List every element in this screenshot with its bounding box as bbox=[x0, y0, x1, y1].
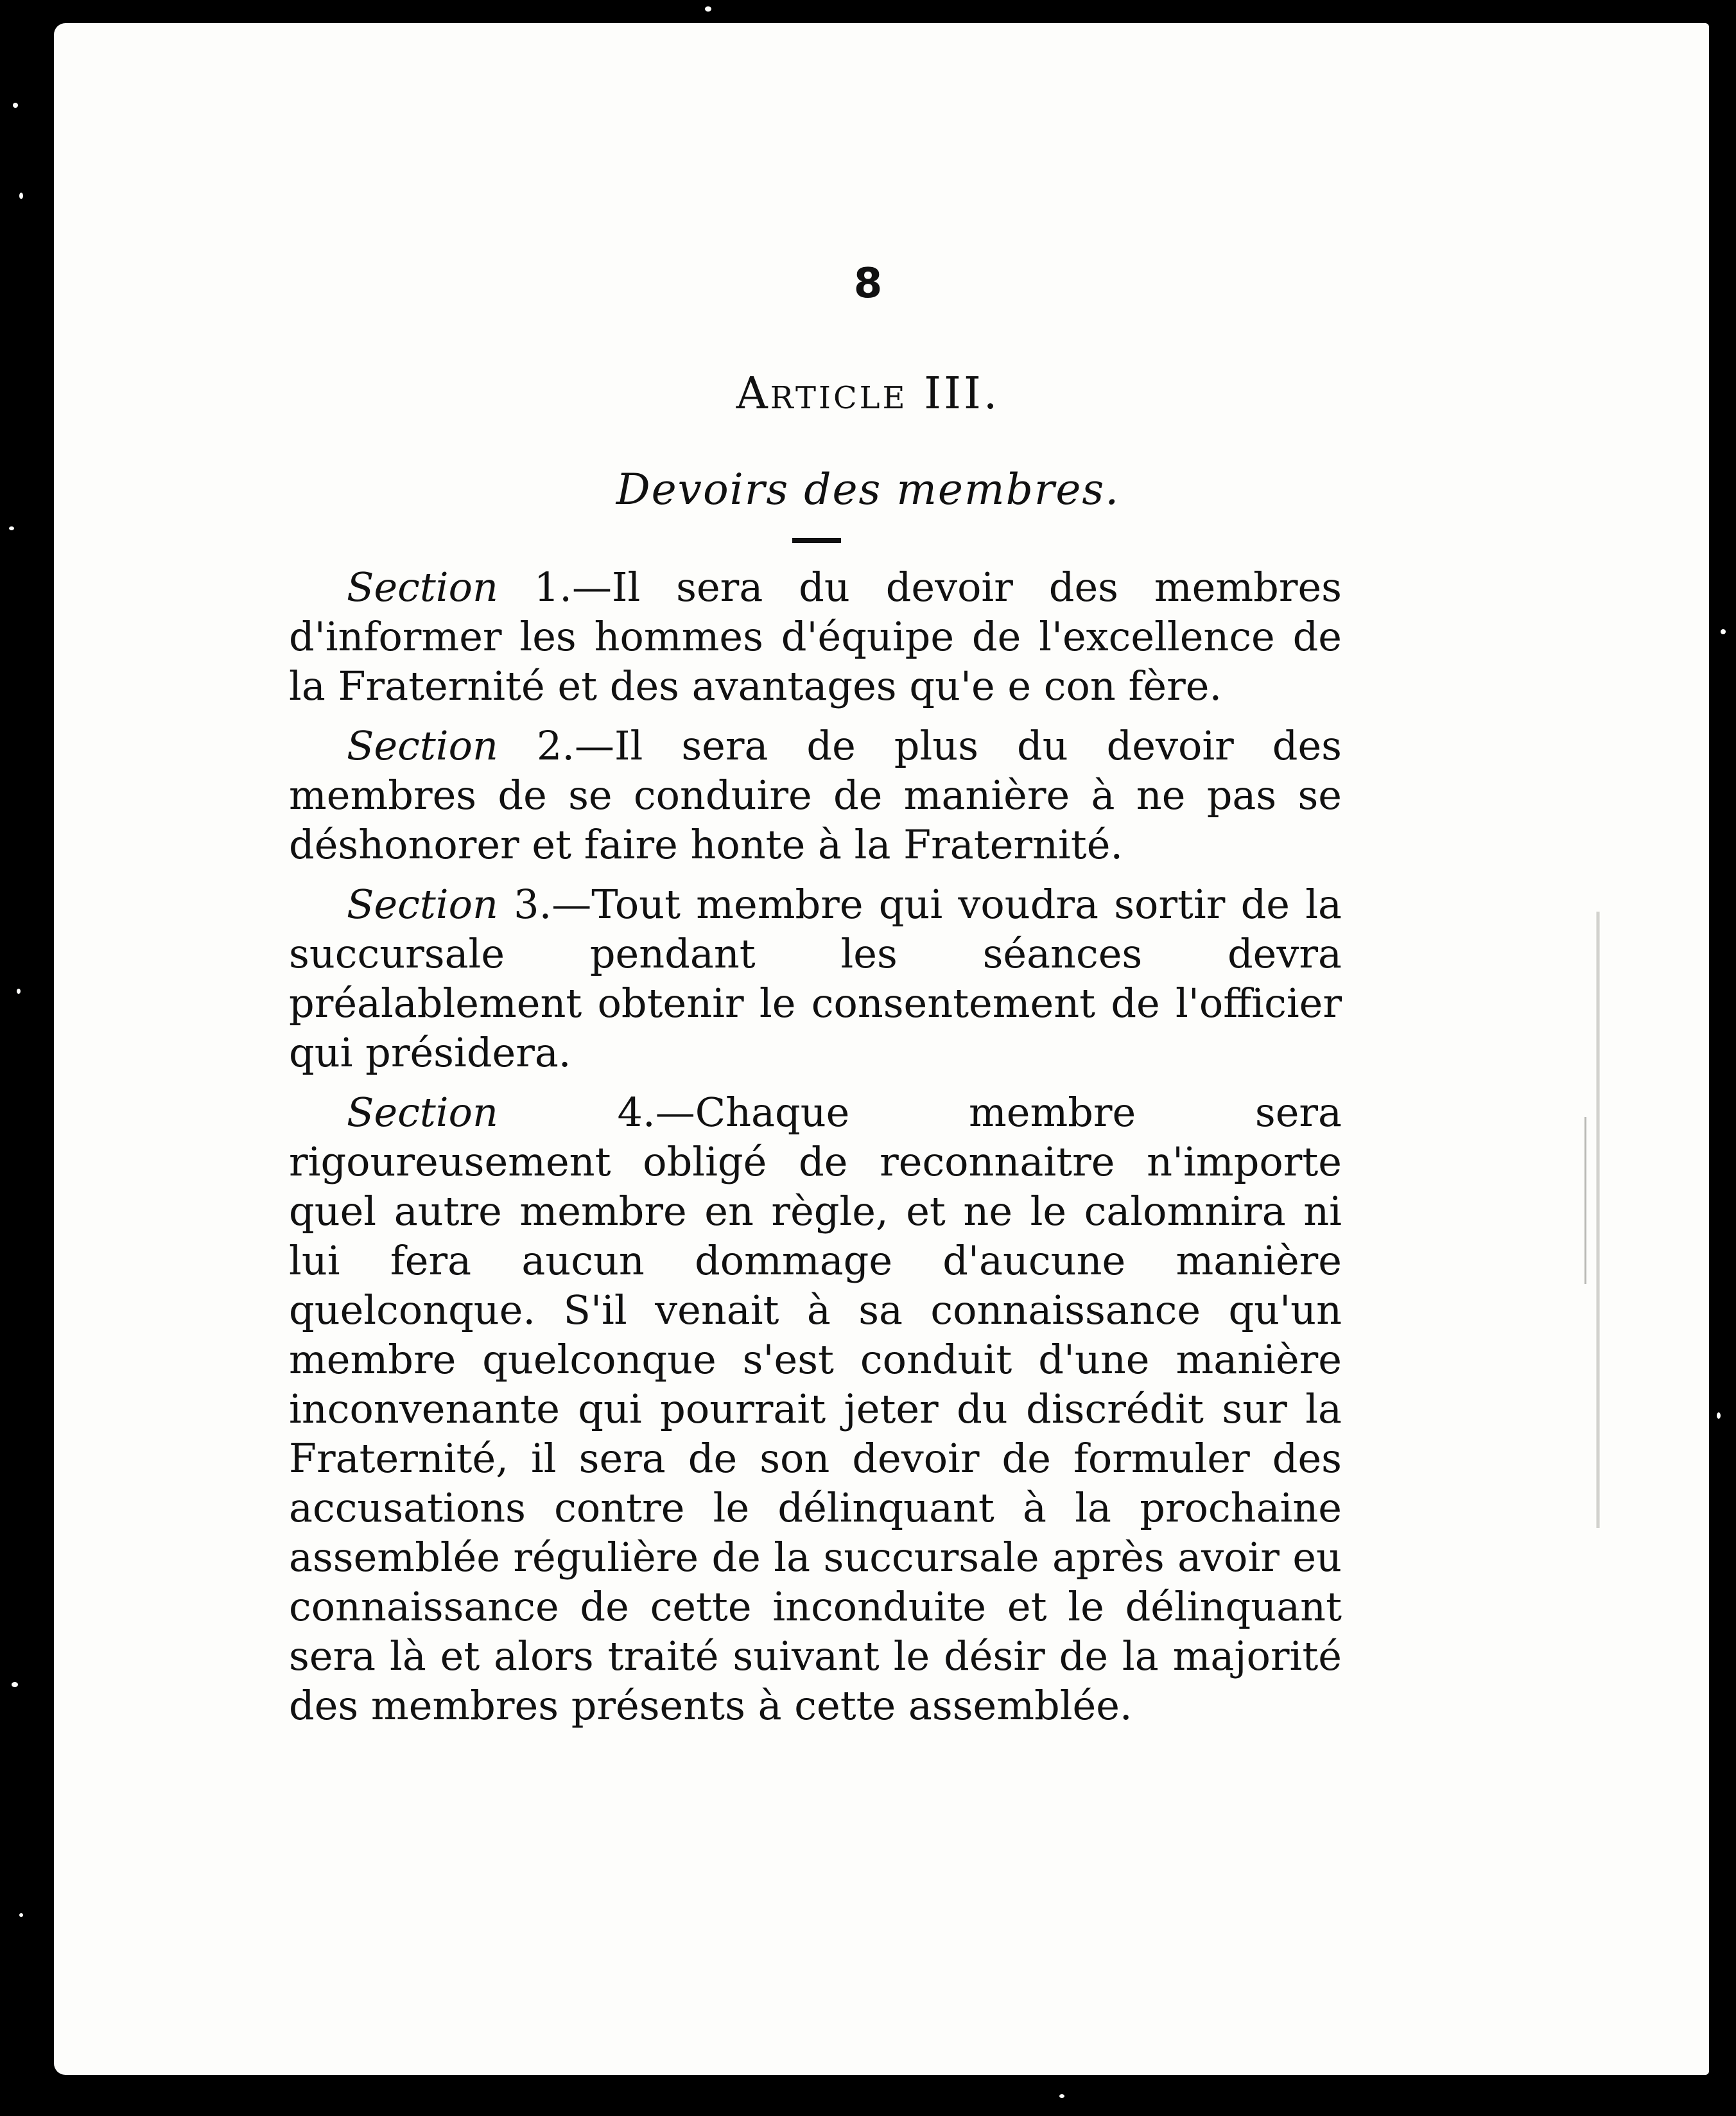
section-number: 1. bbox=[534, 564, 572, 611]
section-number: 3. bbox=[514, 881, 552, 928]
scan-speck bbox=[13, 103, 18, 108]
section-text: —Il sera de plus du devoir des membres de se conduire de manière à ne pas se déshonorer et faire honte à la Fraternité. bbox=[289, 722, 1342, 868]
scan-speck bbox=[17, 989, 21, 994]
scan-speck bbox=[1717, 1412, 1721, 1419]
scan-speck bbox=[705, 6, 711, 12]
scan-speck bbox=[12, 1682, 18, 1687]
section-number: 4. bbox=[617, 1089, 655, 1136]
body-text bbox=[289, 562, 1342, 1740]
article-title: Article III. bbox=[736, 369, 1000, 419]
section-paragraph bbox=[289, 1088, 1342, 1730]
page-number: 8 bbox=[853, 260, 883, 308]
section-label: Section bbox=[347, 1089, 498, 1136]
scan-speck bbox=[19, 1913, 23, 1917]
title-rule bbox=[792, 538, 841, 543]
section-label: Section bbox=[347, 722, 498, 769]
section-label: Section bbox=[347, 881, 498, 928]
section-subtitle: Devoirs des membres. bbox=[616, 465, 1120, 514]
section-paragraph bbox=[289, 562, 1342, 711]
section-label: Section bbox=[347, 564, 498, 611]
scan-speck bbox=[19, 193, 23, 199]
page-fold-shadow bbox=[1584, 1117, 1586, 1284]
page-fold-mark bbox=[1596, 912, 1600, 1528]
section-text: —Chaque membre sera rigoureusement obligé de reconnaitre n'importe quel autre membre en règle, et ne le calomnira ni lui fera aucun dommage d'aucune manière quelconque. S'il venait à sa connaissance qu'un membre quelconque s'est conduit d'une manière inconvenante qui pourrait jeter du discrédit sur la Fraternité, il sera de son devoir de formuler des accusations contre le délinquant à la prochaine assemblée régulière de la succursale après avoir eu connaissance de cette inconduite et le délinquant sera là et alors traité suivant le désir de la majorité des membres présents à cette assemblée. bbox=[289, 1089, 1342, 1729]
section-paragraph bbox=[289, 880, 1342, 1077]
section-paragraph bbox=[289, 721, 1342, 869]
scan-speck bbox=[1059, 2094, 1064, 2098]
scan-speck bbox=[9, 526, 14, 530]
section-text: —Tout membre qui voudra sortir de la succursale pendant les séances devra préalablement obtenir le consentement de l'officier qui présidera. bbox=[289, 881, 1342, 1076]
section-text: —Il sera du devoir des membres d'informer les hommes d'équipe de l'excellence de la Fraternité et des avantages qu'e e con fère. bbox=[289, 564, 1342, 709]
section-number: 2. bbox=[536, 722, 575, 769]
scan-speck bbox=[1721, 629, 1726, 634]
